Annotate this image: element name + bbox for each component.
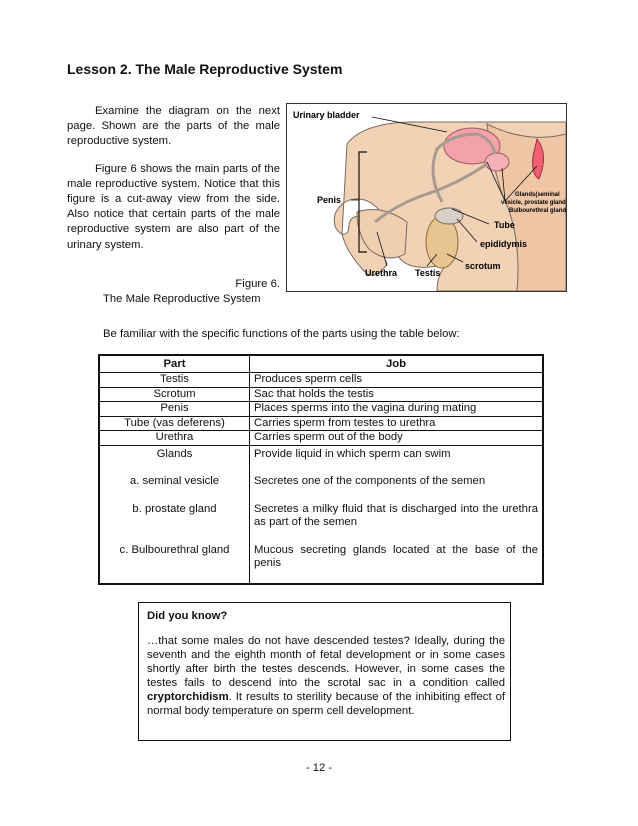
- job-cell: Carries sperm out of the body: [250, 431, 544, 446]
- table-intro: Be familiar with the specific functions of the parts using the table below:: [103, 328, 460, 340]
- header-job: Job: [250, 355, 544, 373]
- table-row: [99, 387, 543, 402]
- did-you-know-text: [147, 635, 505, 718]
- page-number: - 12 -: [305, 762, 333, 774]
- job-cell: Sac that holds the testis: [250, 387, 544, 402]
- part-cell: Urethra: [99, 431, 250, 446]
- job-cell: Secretes one of the components of the semen: [250, 461, 544, 489]
- label-epididymis: epididymis: [480, 239, 528, 249]
- label-glands: Glands(seminal vesicle, prostate gland, Bulbourethral gland): [501, 192, 566, 214]
- part-cell: Testis: [99, 373, 250, 388]
- reproductive-system-diagram: [286, 103, 567, 292]
- part-cell: Glands: [99, 445, 250, 461]
- job-cell: Provide liquid in which sperm can swim: [250, 445, 544, 461]
- part-cell: a. seminal vesicle: [99, 461, 250, 489]
- job-cell: Carries sperm from testes to urethra: [250, 416, 544, 431]
- label-testis: Testis: [415, 268, 441, 278]
- intro-text: [67, 104, 280, 265]
- did-you-know-box: [138, 602, 511, 741]
- intro-paragraph-1: Examine the diagram on the next page. Shown are the parts of the male reproductive system.: [67, 105, 280, 148]
- figure-number: Figure 6.: [235, 278, 280, 290]
- job-cell: Mucous secreting glands located at the base of the penis: [250, 530, 544, 584]
- label-penis: Penis: [317, 195, 342, 205]
- did-you-know-term: cryptorchidism: [147, 690, 229, 703]
- table-row-glands-sub: [99, 461, 543, 489]
- figure-title: The Male Reproductive System: [103, 293, 261, 305]
- job-cell: Produces sperm cells: [250, 373, 544, 388]
- label-urinary-bladder: Urinary bladder: [293, 110, 360, 120]
- intro-paragraph-2: Figure 6 shows the main parts of the male reproductive system. Notice that this figure is a cut-away view from the side. Also notice that certain parts of the male reproductive system are also part of the urinary system.: [67, 162, 280, 251]
- did-you-know-heading: Did you know?: [147, 610, 228, 622]
- table-row-glands: [99, 445, 543, 461]
- part-cell: Penis: [99, 402, 250, 417]
- part-cell: Tube (vas deferens): [99, 416, 250, 431]
- table-row: [99, 416, 543, 431]
- gland-shape: [485, 153, 509, 171]
- parts-table: [98, 354, 544, 585]
- table-row: [99, 373, 543, 388]
- part-cell: c. Bulbourethral gland: [99, 530, 250, 584]
- job-cell: Places sperms into the vagina during mating: [250, 402, 544, 417]
- table-row-glands-sub: [99, 489, 543, 530]
- table-row-glands-sub: [99, 530, 543, 584]
- table-row: [99, 431, 543, 446]
- label-urethra: Urethra: [365, 268, 398, 278]
- did-you-know-text-before: …that some males do not have descended testes? Ideally, during the seventh and the eighth month of fetal development or in some cases shortly after birth the testes descends. However, in some cases the testes fails to descend into the scrotal sac in a condition called: [147, 635, 505, 689]
- job-cell: Secretes a milky fluid that is discharged into the urethra as part of the semen: [250, 489, 544, 530]
- label-scrotum: scrotum: [465, 261, 501, 271]
- table-row: [99, 402, 543, 417]
- part-cell: Scrotum: [99, 387, 250, 402]
- did-you-know-text-after: . It results to sterility because of the inhibiting effect of normal body temperature on sperm cell development.: [147, 690, 505, 717]
- lesson-title: Lesson 2. The Male Reproductive System: [67, 61, 343, 77]
- part-cell: b. prostate gland: [99, 489, 250, 530]
- header-part: Part: [99, 355, 250, 373]
- label-tube: Tube: [494, 220, 515, 230]
